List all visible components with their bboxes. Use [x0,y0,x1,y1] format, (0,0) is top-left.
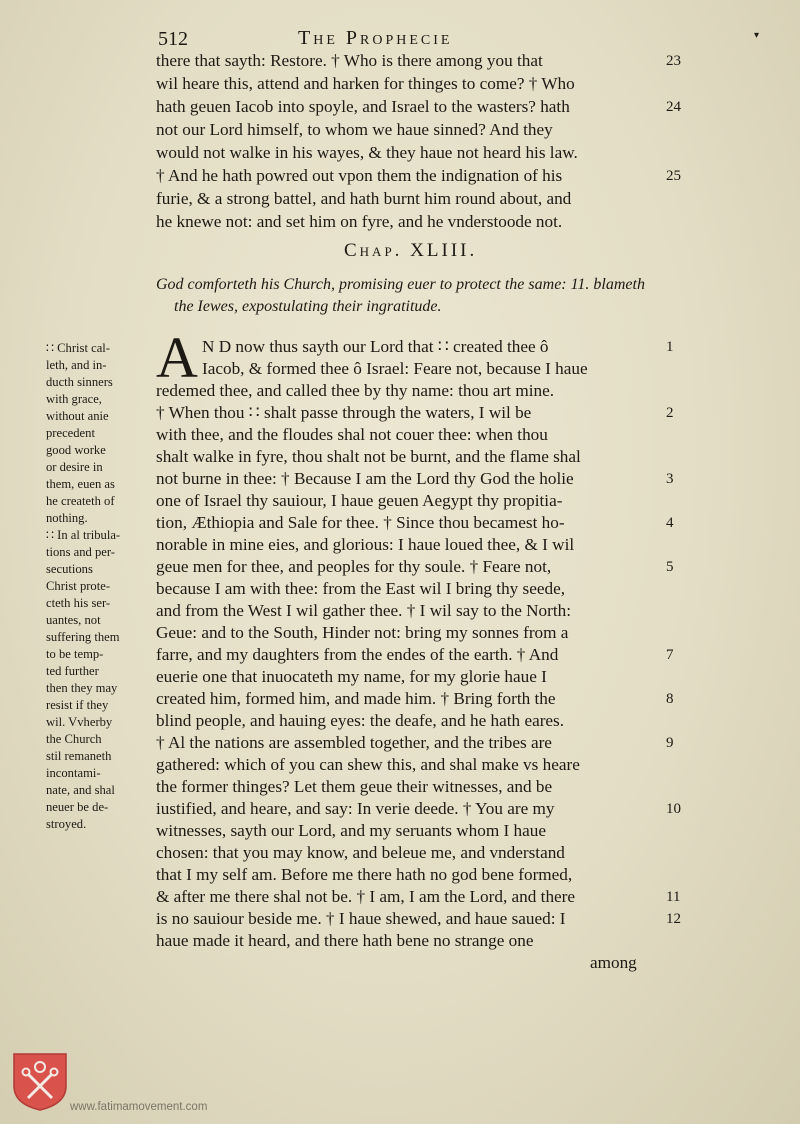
text-line: there that sayth: Restore. † Who is there among you that [156,51,543,70]
text-line: is no sauiour beside me. † I haue shewed, and haue saued: I [156,909,566,928]
papal-keys-emblem-icon [12,1052,68,1112]
text-line: tion, Æthiopia and Sale for thee. † Since thou becamest ho- [156,513,565,532]
margin-line: resist if they [46,698,109,712]
chapter-summary-line: God comforteth his Church, promising euer to protect the same: 11. blameth [156,276,645,293]
drop-cap: A [156,325,198,390]
text-line: euerie one that inuocateth my name, for my glorie haue I [156,667,547,686]
text-line: wil heare this, attend and harken for thinges to come? † Who [156,74,575,93]
text-line: shalt walke in fyre, thou shalt not be burnt, and the flame shal [156,447,581,466]
text-line: N D now thus sayth our Lord that ∷ created thee ô [202,337,549,356]
margin-line: ducth sinners [46,375,113,389]
page-number: 512 [158,28,188,50]
text-line: chosen: that you may know, and beleue me, and vnderstand [156,843,565,862]
margin-line: wil. Vvherby [46,715,113,729]
text-line: blind people, and hauing eyes: the deafe, and he hath eares. [156,711,565,730]
margin-line: neuer be de- [46,800,109,814]
text-line: created him, formed him, and made him. † Bring forth the [156,689,556,708]
text-line: Geue: and to the South, Hinder not: bring my sonnes from a [156,623,569,642]
catchword: among [590,953,637,972]
margin-line: uantes, not [46,613,101,627]
verse-number: 25 [666,168,681,184]
text-line: redemed thee, and called thee by thy name: thou art mine. [156,381,555,400]
text-line: Iacob, & formed thee ô Israel: Feare not, because I haue [202,359,588,378]
chapter-summary-line: the Iewes, expostulating their ingratitude. [174,298,442,315]
margin-line: Christ prote- [46,579,111,593]
margin-line: stil remaneth [46,749,112,763]
margin-line: them, euen as [46,477,115,491]
margin-line: then they may [46,681,118,695]
text-line: and from the West I wil gather thee. † I wil say to the North: [156,601,571,620]
verse-number: 9 [666,735,674,751]
margin-line: precedent [46,426,95,440]
verse-number: 10 [666,801,681,817]
text-line: would not walke in his wayes, & they haue not heard his law. [156,143,578,162]
text-line: farre, and my daughters from the endes of the earth. † And [156,645,559,664]
verse-number: 5 [666,559,674,575]
running-title: The Prophecie [298,27,453,49]
verse-number: 11 [666,889,681,905]
text-line: because I am with thee: from the East wil I bring thy seede, [156,579,566,598]
verse-number: 23 [666,53,681,69]
watermark-url[interactable]: www.fatimamovement.com [70,1101,208,1113]
verse-number: 8 [666,691,674,707]
margin-line: cteth his ser- [46,596,111,610]
text-line: † Al the nations are assembled together, and the tribes are [156,733,552,752]
text-line: geue men for thee, and peoples for thy soule. † Feare not, [156,557,552,576]
verse-number: 4 [666,515,674,531]
margin-line: leth, and in- [46,358,107,372]
margin-line: or desire in [46,460,103,474]
margin-line: good worke [46,443,106,457]
text-line: furie, & a strong battel, and hath burnt him round about, and [156,189,572,208]
text-line: gathered: which of you can shew this, and shal make vs heare [156,755,580,774]
verse-number: 12 [666,911,681,927]
verse-number: 3 [666,471,674,487]
margin-line: incontami- [46,766,101,780]
text-line: norable in mine eies, and glorious: I haue loued thee, & I wil [156,535,575,554]
margin-line: nothing. [46,511,88,525]
text-line: † When thou ∷ shalt passe through the waters, I wil be [156,403,532,422]
text-line: iustified, and heare, and say: In verie deede. † You are my [156,799,555,818]
margin-line: ∷ In al tribula- [46,528,121,542]
text-line: hath geuen Iacob into spoyle, and Israel to the wasters? hath [156,97,570,116]
margin-line: he createth of [46,494,115,508]
text-line: & after me there shal not be. † I am, I am the Lord, and there [156,887,576,906]
text-line: haue made it heard, and there hath bene no strange one [156,931,534,950]
margin-line: secutions [46,562,93,576]
text-line: witnesses, sayth our Lord, and my seruants whom I haue [156,821,546,840]
margin-line: to be temp- [46,647,104,661]
verse-number: 2 [666,405,674,421]
text-line: with thee, and the floudes shal not couer thee: when thou [156,425,548,444]
text-line: one of Israel thy sauiour, I haue geuen Aegypt thy propitia- [156,491,563,510]
top-mark: ▾ [754,30,760,41]
margin-line: nate, and shal [46,783,115,797]
text-line: he knewe not: and set him on fyre, and he vnderstoode not. [156,212,563,231]
text-line: the former thinges? Let them geue their witnesses, and be [156,777,553,796]
margin-line: ted further [46,664,99,678]
text-line: that I my self am. Before me there hath no god bene formed, [156,865,573,884]
margin-line: ∷ Christ cal- [46,341,110,355]
margin-line: tions and per- [46,545,115,559]
chapter-title: Chap. XLIII. [344,240,478,261]
text-line: not our Lord himself, to whom we haue sinned? And they [156,120,553,139]
verse-number: 1 [666,339,674,355]
margin-line: stroyed. [46,817,87,831]
text-line: † And he hath powred out vpon them the indignation of his [156,166,563,185]
margin-line: suffering them [46,630,120,644]
text-line: not burne in thee: † Because I am the Lord thy God the holie [156,469,574,488]
margin-line: without anie [46,409,109,423]
margin-line: with grace, [46,392,102,406]
verse-number: 24 [666,99,681,115]
margin-line: the Church [46,732,102,746]
verse-number: 7 [666,647,674,663]
